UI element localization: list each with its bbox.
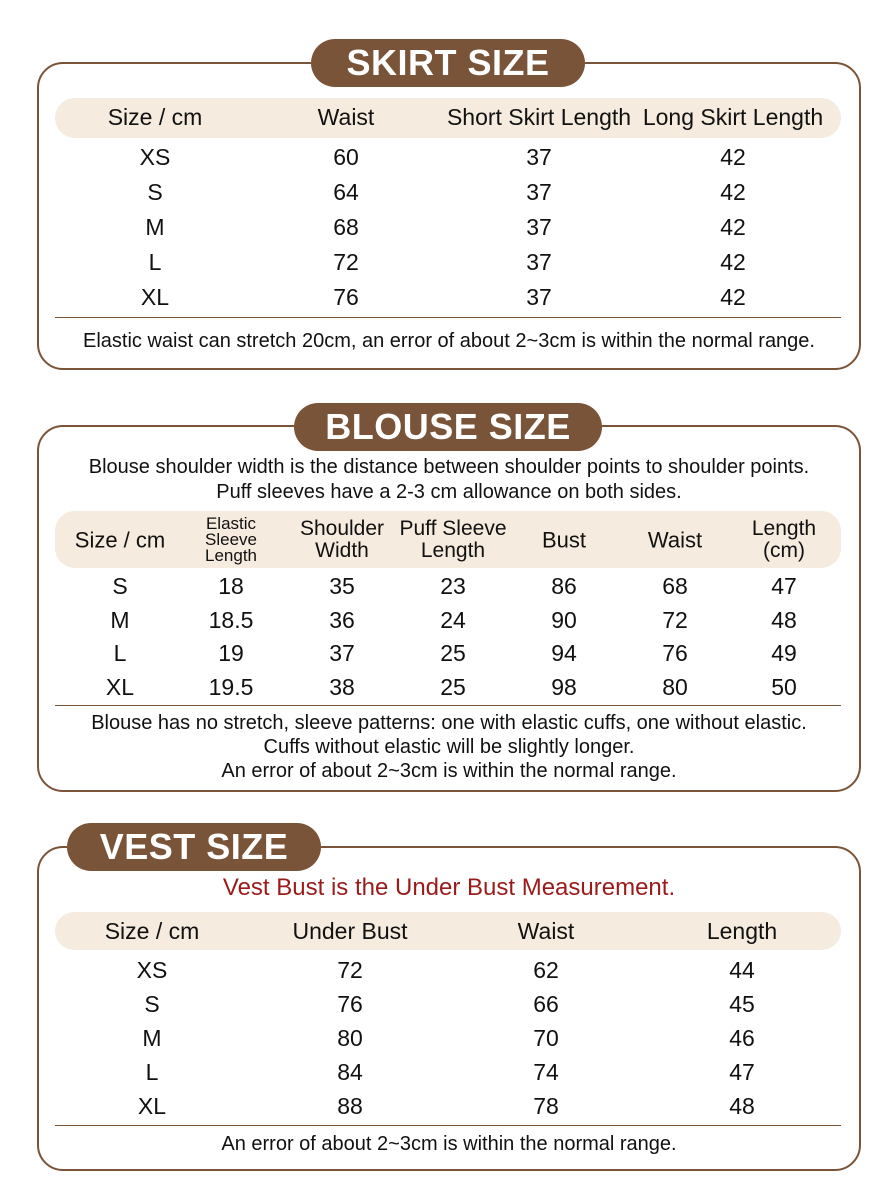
vest-note: An error of about 2~3cm is within the normal range. [221,1133,677,1155]
blouse-table-cell: 35 [329,573,355,599]
blouse-table-cell: 49 [771,640,797,666]
blouse-col-header-line: Waist [647,527,703,553]
vest-table-cell: 78 [533,1093,559,1119]
blouse-col-header [542,528,586,551]
vest-col-header: Waist [517,918,575,944]
skirt-note: Elastic waist can stretch 20cm, an error of about 2~3cm is within the normal range. [82,330,815,352]
skirt-col-header: Size / cm [107,104,203,130]
vest-subtitle: Vest Bust is the Under Bust Measurement. [222,874,676,901]
blouse-table-cell: 38 [329,673,355,700]
vest-col-header: Under Bust [292,918,408,944]
vest-table-cell: 48 [729,1093,755,1119]
vest-table-cell: 72 [337,957,363,983]
vest-table-cell: 47 [729,1059,755,1085]
vest-col-header: Size / cm [104,918,200,944]
blouse-table-cell: 48 [771,606,797,633]
skirt-table-cell: 42 [720,284,746,310]
skirt-table-cell: 64 [333,179,359,205]
blouse-table-cell: 19 [218,640,244,666]
blouse-table-cell: XL [105,673,135,700]
vest-col-header: Length [706,918,778,944]
blouse-table-cell: 86 [551,573,577,599]
skirt-col-header: Long Skirt Length [642,104,824,130]
blouse-col-header-line: Bust [541,527,587,553]
skirt-table-cell: 37 [526,284,552,310]
vest-table-cell: XS [136,957,168,983]
blouse-table-cell: 23 [440,573,466,599]
vest-table-cell: 80 [337,1025,363,1051]
blouse-table-cell: 19.5 [208,673,254,700]
blouse-table-cell: 68 [662,573,688,599]
blouse-table-cell: 25 [440,640,466,666]
skirt-table-cell: 76 [333,284,359,310]
vest-table-cell: M [142,1025,162,1051]
blouse-col-header-line: Length [751,516,817,540]
blouse-col-header-line: Length [205,546,257,566]
skirt-col-header: Short Skirt Length [446,104,632,130]
vest-table-cell: 44 [729,957,755,983]
blouse-note-line-3: An error of about 2~3cm is within the normal range. [221,760,677,782]
blouse-intro-line-2: Puff sleeves have a 2-3 cm allowance on both sides. [216,481,682,503]
vest-table-cell: 66 [533,991,559,1017]
blouse-col-header-line: Size / cm [74,527,166,553]
blouse-table-cell: S [112,573,128,599]
skirt-table-cell: 42 [720,144,746,170]
vest-table-cell: XL [137,1093,167,1119]
blouse-col-header-line: Elastic [205,513,257,533]
blouse-table-cell: 18 [218,573,244,599]
blouse-table-cell: 90 [551,606,577,633]
vest-table-cell: 84 [337,1059,363,1085]
skirt-table-cell: 42 [720,249,746,275]
vest-table-cell: 74 [533,1059,559,1085]
blouse-table-cell: 36 [329,606,355,633]
blouse-note-line-2: Cuffs without elastic will be slightly longer. [263,736,635,758]
vest-table-cell: S [144,991,160,1017]
vest-divider [55,1125,841,1126]
skirt-table-cell: 42 [720,214,746,240]
vest-size-title: VEST SIZE [67,823,321,871]
blouse-col-header [205,513,257,566]
blouse-table-cell: M [110,606,130,633]
blouse-table-cell: 72 [662,606,688,633]
vest-table-cell: L [145,1059,159,1085]
blouse-col-header [648,528,702,551]
blouse-size-title: BLOUSE SIZE [294,403,602,451]
blouse-table-cell: 24 [440,606,466,633]
blouse-table-cell: 80 [662,673,688,700]
vest-table-cell: 46 [729,1025,755,1051]
blouse-col-header-line: Shoulder [299,516,385,540]
blouse-table-cell: 94 [551,640,577,666]
skirt-table-cell: 37 [526,179,552,205]
blouse-col-header-line: Sleeve [205,529,257,549]
skirt-table-cell: 42 [720,179,746,205]
skirt-divider [55,317,841,318]
blouse-col-header-line: (cm) [763,539,805,562]
vest-table-cell: 45 [729,991,755,1017]
blouse-table-cell: 47 [771,573,797,599]
skirt-table-cell: 72 [333,249,359,275]
vest-table-cell: 70 [533,1025,559,1051]
blouse-table-cell: 50 [771,673,797,700]
skirt-table-cell: M [145,214,165,240]
skirt-table-cell: L [148,249,162,275]
skirt-table-cell: XS [139,144,171,170]
blouse-col-header [399,518,506,562]
skirt-table-cell: 68 [333,214,359,240]
skirt-table-cell: 37 [526,214,552,240]
blouse-table-cell: 37 [329,640,355,666]
blouse-col-header-line: Width [315,539,369,562]
blouse-divider [55,705,841,706]
skirt-size-title: SKIRT SIZE [311,39,585,87]
skirt-table-cell: XL [140,284,170,310]
skirt-table-cell: 60 [333,144,359,170]
vest-table-cell: 62 [533,957,559,983]
skirt-table-cell: 37 [526,249,552,275]
blouse-table-cell: 98 [551,673,577,700]
vest-table-cell: 76 [337,991,363,1017]
blouse-note-line-1: Blouse has no stretch, sleeve patterns: one with elastic cuffs, one without elastic. [91,712,807,734]
blouse-col-header-line: Puff Sleeve [399,516,507,540]
blouse-table-cell: L [113,640,127,666]
blouse-table-cell: 76 [662,640,688,666]
skirt-table-cell: S [147,179,163,205]
vest-table-cell: 88 [337,1093,363,1119]
blouse-col-header-line: Length [420,539,486,562]
skirt-col-header: Waist [317,104,375,130]
blouse-intro-line-1: Blouse shoulder width is the distance between shoulder points to shoulder points. [88,456,810,478]
skirt-table-cell: 37 [526,144,552,170]
blouse-table-cell: 18.5 [208,606,254,633]
blouse-col-header [300,518,384,562]
blouse-table-cell: 25 [440,673,466,700]
blouse-col-header [75,528,165,551]
blouse-col-header [752,518,816,562]
